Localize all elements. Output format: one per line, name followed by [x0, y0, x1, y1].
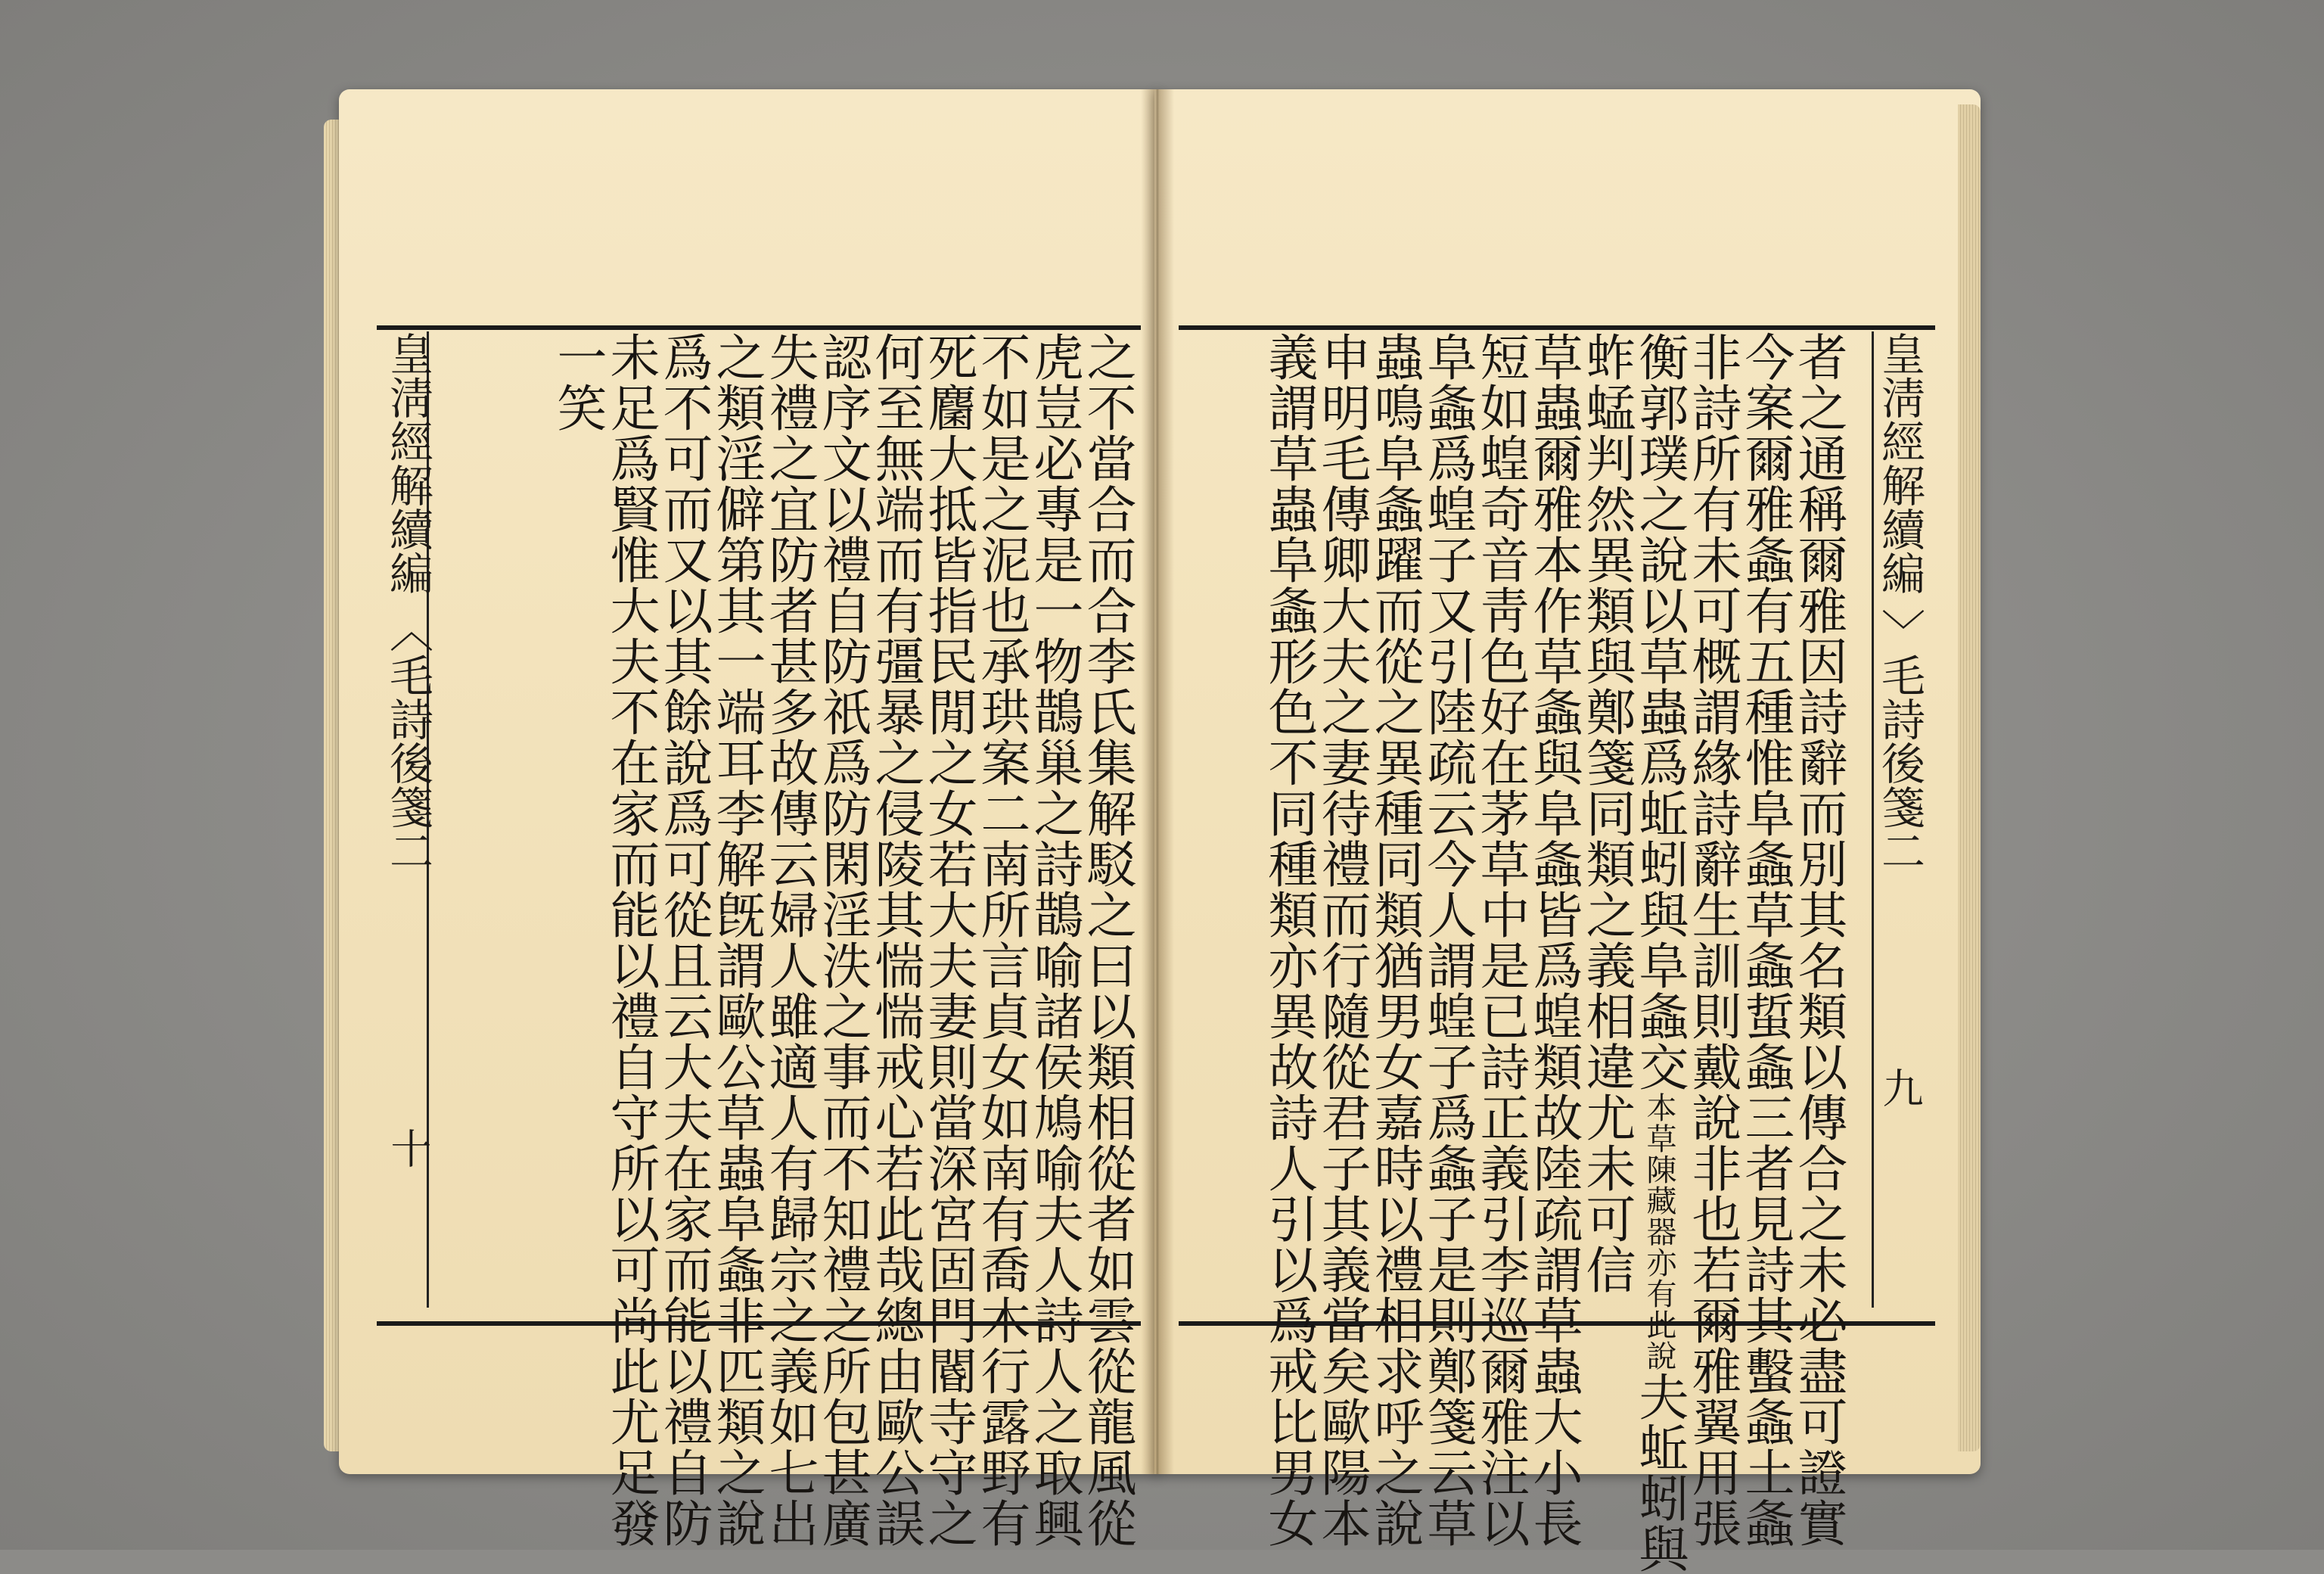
text-run: 夫蚯蚓與 — [1630, 1371, 1689, 1574]
text-column: 蚱蜢判然異類與鄭箋同類之義相違尤未可信 — [1577, 331, 1636, 1295]
text-column: 今案爾雅螽有五種惟阜螽草螽蜇螽三者見詩其蟿螽土螽 — [1736, 331, 1794, 1548]
text-column: 一笑 — [548, 331, 607, 433]
left-center-section: 毛詩後箋二 — [382, 652, 433, 873]
text-column: 蟲鳴阜螽躍而從之異種同類猶男女嘉時以禮相求呼之說 — [1366, 331, 1424, 1548]
left-page-text — [430, 331, 1136, 1548]
text-column: 未足爲賢惟大夫不在家而能以禮自守所以可尚此尤足發 — [601, 331, 660, 1548]
text-column: 爲不可而又以其餘說爲可從且云大夫在家而能以禮自防 — [654, 331, 713, 1548]
right-center-title: 皇淸經解續編 — [1874, 331, 1925, 595]
text-column-with-note — [1630, 331, 1689, 1574]
text-column: 死麕大抵皆指民閒之女若大夫妻則當深宮固門閽寺守之 — [919, 331, 977, 1548]
page-stack-right — [1958, 104, 1981, 1451]
interlinear-note: 本草陳藏器亦有此說 — [1642, 1092, 1676, 1371]
text-column: 何至無端而有彊暴之侵陵其惴惴戒心若此哉總由歐公誤 — [866, 331, 924, 1548]
text-column: 草蟲爾雅本作草螽與阜螽皆爲蝗類故陸疏謂草蟲大小長 — [1524, 331, 1583, 1548]
text-column: 者之通稱爾雅因詩辭而別其名類以傳合之未必盡可證實 — [1789, 331, 1847, 1548]
text-column: 之不當合而合李氏集解駁之曰以類相從者如雲從龍風從 — [1078, 331, 1136, 1548]
text-column: 阜螽爲蝗子又引陸疏云今人謂蝗子爲螽子是則鄭箋云草 — [1418, 331, 1477, 1548]
right-center-section: 毛詩後箋二 — [1874, 652, 1925, 873]
open-book — [324, 89, 1981, 1574]
right-folio-number: 九 — [1876, 1066, 1924, 1108]
text-column: 之類淫僻第其一端耳李解旣謂歐公草蟲阜螽非匹類之說 — [707, 331, 766, 1548]
text-column: 認序文以禮自防祇爲防閑淫泆之事而不知禮之所包甚廣 — [813, 331, 872, 1548]
text-column: 虎豈必專是一物鵲巢之詩鵲喻諸侯鳩喻夫人詩人之取興 — [1025, 331, 1083, 1548]
right-page-center-column — [1876, 331, 1923, 1308]
text-column: 短如蝗奇音靑色好在茅草中是已詩正義引李巡爾雅注以 — [1471, 331, 1530, 1548]
fishtail-mark: 〈 — [382, 608, 433, 653]
fishtail-mark: 〉 — [1874, 608, 1925, 653]
text-column: 義謂草蟲阜螽形色不同種類亦異故詩人引以爲戒比男女 — [1260, 331, 1318, 1548]
text-column: 非詩所有未可概謂緣詩辭生訓則戴說非也若爾雅翼用張 — [1683, 331, 1741, 1548]
left-page-center-column — [384, 331, 431, 1308]
right-page-text — [1186, 331, 1847, 1574]
book-gutter — [1141, 89, 1174, 1474]
text-column: 失禮之宜防者甚多故傳云婦人雖適人有歸宗之義如七出 — [760, 331, 819, 1548]
text-run: 衡郭璞之說以草蟲爲蚯蚓與阜螽交 — [1630, 331, 1689, 1092]
left-folio-number: 十 — [384, 1127, 432, 1168]
text-column: 申明毛傳卿大夫之妻待禮而行隨從君子其義當矣歐陽本 — [1313, 331, 1371, 1548]
text-column: 不如是之泥也承珙案二南所言貞女如南有喬木行露野有 — [972, 331, 1030, 1548]
left-center-title: 皇淸經解續編 — [382, 331, 433, 595]
